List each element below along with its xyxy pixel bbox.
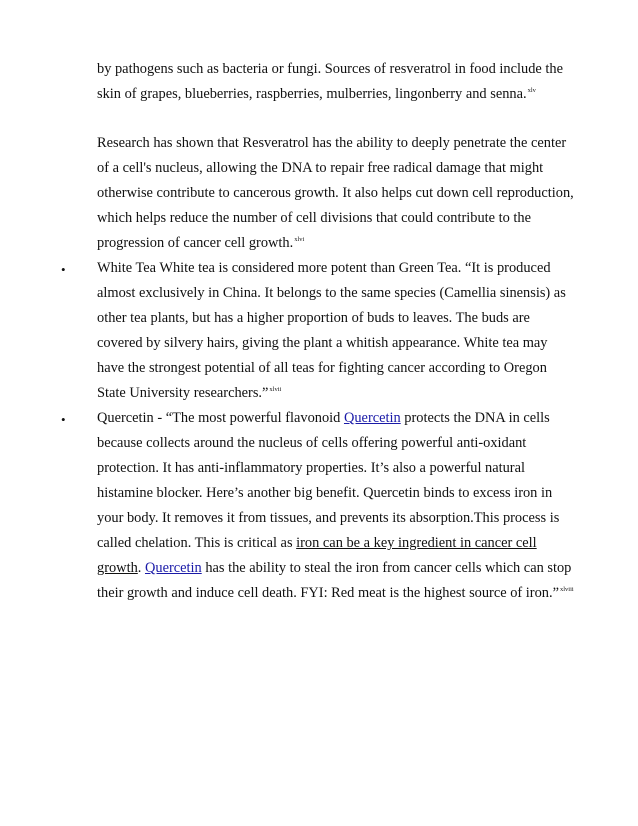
growth-link[interactable]: growth xyxy=(97,560,138,576)
list-item-line: Quercetin - “The most powerful flavonoid Quercetin protects the DNA in cells xyxy=(97,410,550,426)
paragraph-line: skin of grapes, blueberries, raspberries, mulberries, lingonberry and senna.$^{xlv}$ xyxy=(97,86,536,102)
paragraph-line: of a cell's nucleus, allowing the DNA to repair free radical damage that might xyxy=(97,160,544,176)
list-item-line: White Tea White tea is considered more potent than Green Tea. “It is produced xyxy=(97,260,551,276)
bullet-icon: • xyxy=(61,412,66,427)
list-item-line: histamine blocker. Here’s another big benefit. Quercetin binds to excess iron in xyxy=(97,485,553,501)
paragraph-line: by pathogens such as bacteria or fungi. Sources of resveratrol in food include the xyxy=(97,61,563,77)
list-item-line: growth. Quercetin has the ability to steal the iron from cancer cells which can stop xyxy=(97,560,572,576)
quercetin-link[interactable]: Quercetin xyxy=(144,560,202,576)
paragraph-line: otherwise contribute to cancerous growth. It also helps cut down cell reproduction, xyxy=(97,185,574,201)
list-item-line: called chelation. This is critical as iron can be a key ingredient in cancer cell xyxy=(97,535,537,551)
endnote-marker: xlv xyxy=(527,87,536,94)
list-item-line: State University researchers.”$^{xlvii}$ xyxy=(97,385,282,401)
paragraph-line: Research has shown that Resveratrol has the ability to deeply penetrate the center xyxy=(97,135,567,151)
list-item-line: covered by silvery hairs, giving the plant a whitish appearance. White tea may xyxy=(97,335,548,351)
list-item-line: have the strongest potential of all teas for fighting cancer according to Oregon xyxy=(97,360,547,376)
paragraph-line: progression of cancer cell growth.$^{xlvi}$ xyxy=(97,235,305,251)
list-item-line: protection. It has anti-inflammatory properties. It’s also a powerful natural xyxy=(97,460,525,476)
endnote-marker: xlviii xyxy=(559,586,574,593)
list-item-line: their growth and induce cell death. FYI: Red meat is the highest source of iron.”$^{xlviii}$ xyxy=(97,585,574,601)
iron-cancer-link[interactable]: iron can be a key ingredient in cancer cell xyxy=(296,535,537,551)
list-item-line: because collects around the nucleus of cells offering powerful anti-oxidant xyxy=(97,435,527,451)
list-item-line: almost exclusively in China. It belongs to the same species (Camellia sinensis) as xyxy=(97,285,566,301)
paragraph-line: which helps reduce the number of cell divisions that could contribute to the xyxy=(97,210,532,226)
list-item-line: your body. It removes it from tissues, and prevents its absorption.This process is xyxy=(97,510,560,526)
quercetin-link[interactable]: Quercetin xyxy=(343,410,401,426)
bullet-icon: • xyxy=(61,262,66,277)
list-item-line: other tea plants, but has a higher proportion of buds to leaves. The buds are xyxy=(97,310,530,326)
endnote-marker: xlvii xyxy=(269,386,282,393)
endnote-marker: xlvi xyxy=(294,236,305,243)
